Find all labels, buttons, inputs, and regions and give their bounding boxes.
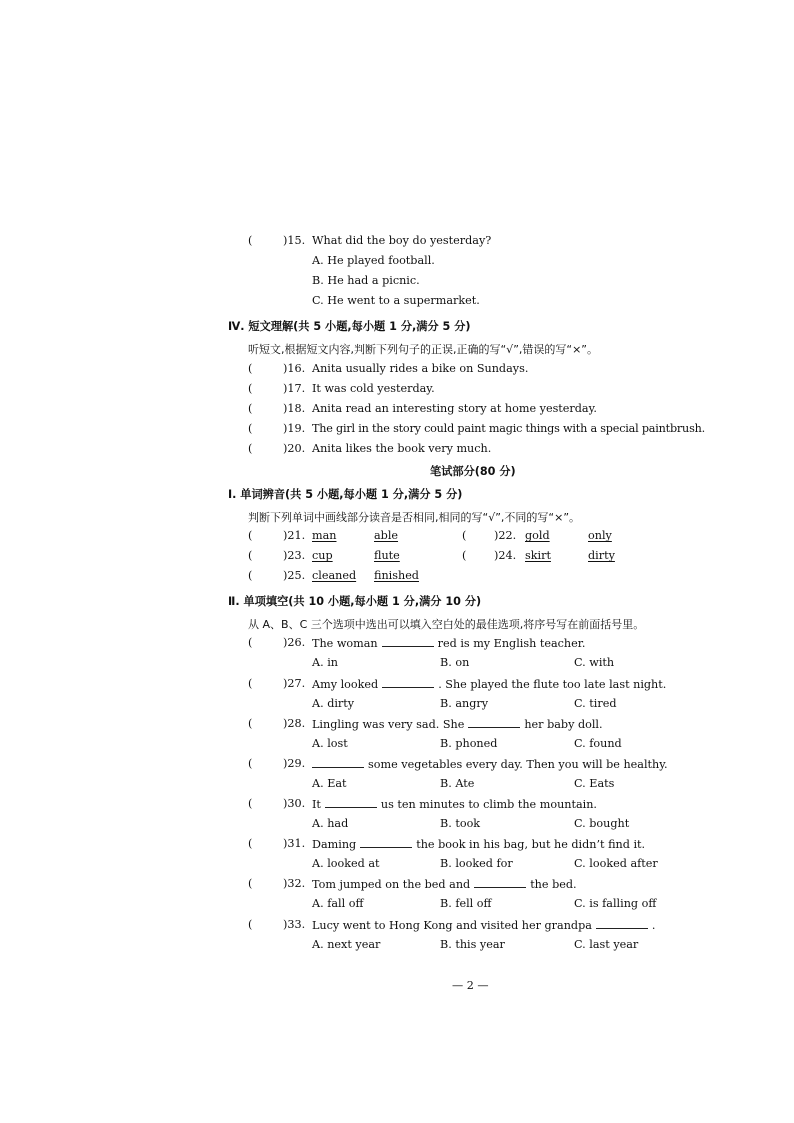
answer-bracket[interactable]: ( [248,382,253,395]
option-b: B. Ate [440,777,475,790]
stem-after-blank: the bed. [530,878,577,891]
statement-text: It was cold yesterday. [312,382,435,395]
stem-before-blank: Tom jumped on the bed and [312,878,471,891]
word-2: dirty [588,549,615,562]
question-number: )28. [283,717,306,730]
answer-bracket[interactable]: ( [248,529,253,542]
option-b: B. this year [440,938,505,951]
stem-before-blank: Amy looked [312,678,379,691]
question-stem [312,757,668,771]
option-b: B. phoned [440,737,498,750]
word-1: man [312,529,337,542]
stem-after-blank: us ten minutes to climb the mountain. [380,798,597,811]
option-a: A. Eat [312,777,347,790]
stem-after-blank: some vegetables every day. Then you will be healthy. [368,758,668,771]
question-number: )15. [283,234,306,247]
question-stem: What did the boy do yesterday? [312,234,492,247]
stem-after-blank: her baby doll. [524,718,603,731]
option-b: B. looked for [440,857,513,870]
question-stem [312,717,603,731]
option-a: A. looked at [312,857,380,870]
question-number: )19. [283,422,306,435]
answer-bracket[interactable]: ( [248,402,253,415]
option-c: C. tired [574,697,617,710]
answer-bracket[interactable]: ( [248,362,253,375]
option-c: C. last year [574,938,639,951]
statement-text: Anita usually rides a bike on Sundays. [312,362,529,375]
answer-bracket[interactable]: ( [248,569,253,582]
word-2: able [374,529,399,542]
question-number: )23. [283,549,306,562]
section-instruction: 判断下列单词中画线部分读音是否相同,相同的写“√”,不同的写“×”。 [248,511,581,524]
option-b: B. He had a picnic. [312,274,420,287]
option-a: A. dirty [312,697,355,710]
stem-before-blank: Lingling was very sad. She [312,718,465,731]
answer-bracket[interactable]: ( [248,636,253,649]
question-number: )22. [494,529,517,542]
written-part-heading: 笔试部分(80 分) [430,465,516,478]
option-b: B. took [440,817,481,830]
question-number: )20. [283,442,306,455]
question-number: )32. [283,877,306,890]
word-1: gold [525,529,550,542]
question-number: )17. [283,382,306,395]
stem-after-blank: the book in his bag, but he didn’t find it. [416,838,646,851]
word-1: skirt [525,549,551,562]
stem-before-blank: The woman [312,637,378,650]
question-number: )33. [283,918,306,931]
statement-text: Anita likes the book very much. [312,442,492,455]
option-c: C. with [574,656,615,669]
answer-bracket[interactable]: ( [248,549,253,562]
question-stem [312,797,597,811]
answer-bracket[interactable]: ( [248,422,253,435]
section-title: Ⅳ. 短文理解(共 5 小题,每小题 1 分,满分 5 分) [228,320,471,333]
section-title: Ⅱ. 单项填空(共 10 小题,每小题 1 分,满分 10 分) [228,595,482,608]
answer-bracket[interactable]: ( [462,529,467,542]
stem-before-blank: Lucy went to Hong Kong and visited her grandpa [312,919,592,932]
option-c: C. Eats [574,777,615,790]
answer-blank[interactable] [325,797,377,808]
answer-bracket[interactable]: ( [248,757,253,770]
option-a: A. in [312,656,338,669]
stem-after-blank: red is my English teacher. [437,637,586,650]
stem-after-blank: . She played the flute too late last night. [438,678,667,691]
answer-blank[interactable] [312,757,364,768]
option-c: C. He went to a supermarket. [312,294,480,307]
section-title: Ⅰ. 单词辨音(共 5 小题,每小题 1 分,满分 5 分) [228,488,463,501]
question-number: )16. [283,362,306,375]
question-number: )25. [283,569,306,582]
answer-bracket[interactable]: ( [248,918,253,931]
answer-bracket[interactable]: ( [248,717,253,730]
question-number: )31. [283,837,306,850]
option-a: A. lost [312,737,348,750]
answer-blank[interactable] [596,918,648,929]
answer-blank[interactable] [474,877,526,888]
option-a: A. fall off [312,897,364,910]
option-c: C. is falling off [574,897,657,910]
statement-text: Anita read an interesting story at home yesterday. [312,402,597,415]
answer-bracket[interactable]: ( [248,234,253,247]
question-number: )27. [283,677,306,690]
answer-blank[interactable] [468,717,520,728]
question-stem [312,918,655,932]
question-number: )18. [283,402,306,415]
section-instruction: 从 A、B、C 三个选项中选出可以填入空白处的最佳选项,将序号写在前面括号里。 [248,618,645,631]
option-b: B. angry [440,697,489,710]
question-number: )29. [283,757,306,770]
option-c: C. found [574,737,622,750]
answer-blank[interactable] [382,677,434,688]
word-2: only [588,529,612,542]
question-stem [312,877,577,891]
question-stem [312,677,666,691]
section-instruction: 听短文,根据短文内容,判断下列句子的正误,正确的写“√”,错误的写“×”。 [248,343,599,356]
option-b: B. on [440,656,470,669]
statement-text: The girl in the story could paint magic things with a special paintbrush. [312,422,705,435]
answer-blank[interactable] [360,837,412,848]
question-number: )26. [283,636,306,649]
question-number: )24. [494,549,517,562]
word-1: cup [312,549,333,562]
stem-after-blank: . [651,919,656,932]
option-c: C. looked after [574,857,658,870]
option-a: A. next year [312,938,381,951]
question-number: )21. [283,529,306,542]
stem-before-blank: It [312,798,321,811]
word-2: finished [374,569,419,582]
question-number: )30. [283,797,306,810]
question-stem [312,837,645,851]
answer-bracket[interactable]: ( [462,549,467,562]
word-2: flute [374,549,400,562]
question-stem [312,636,585,650]
word-1: cleaned [312,569,357,582]
answer-bracket[interactable]: ( [248,442,253,455]
option-a: A. He played football. [312,254,435,267]
option-b: B. fell off [440,897,492,910]
answer-blank[interactable] [382,636,434,647]
answer-bracket[interactable]: ( [248,677,253,690]
answer-bracket[interactable]: ( [248,837,253,850]
stem-before-blank: Daming [312,838,357,851]
page-number: — 2 — [452,979,489,992]
answer-bracket[interactable]: ( [248,877,253,890]
option-a: A. had [312,817,349,830]
option-c: C. bought [574,817,630,830]
answer-bracket[interactable]: ( [248,797,253,810]
